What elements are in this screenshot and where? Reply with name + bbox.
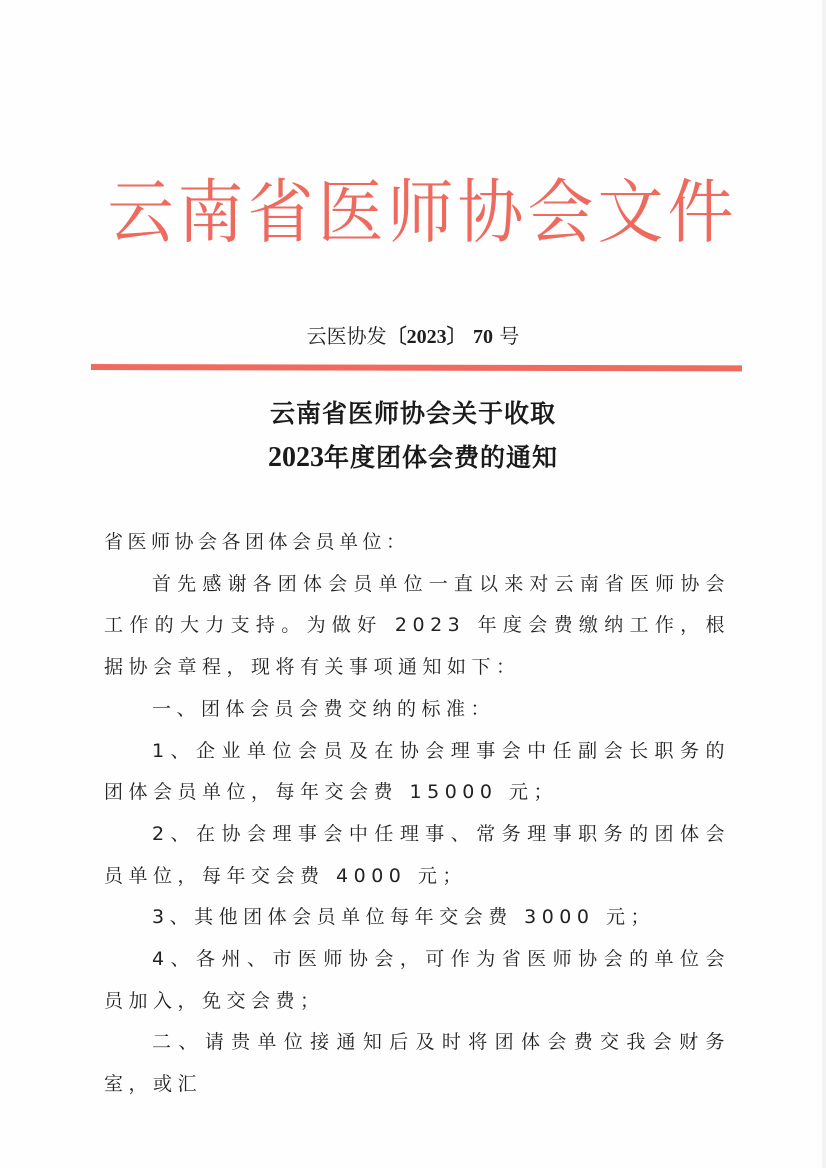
fee-item-2: 2、在协会理事会中任理事、常务理事职务的团体会员单位，每年交会费 4000 元； [104, 822, 730, 887]
notice-title-rest: 年度团体会费的通知 [323, 443, 558, 472]
notice-body [104, 522, 730, 1106]
section-heading-2: 二、请贵单位接通知后及时将团体会费交我会财务室，或汇 [104, 1031, 730, 1096]
document-header-title: 云南省医师协会文件 [107, 172, 738, 253]
fee-item-4: 4、各州、市医师协会，可作为省医师协会的单位会员加入，免交会费； [104, 948, 730, 1012]
section-heading-1: 一、团体会员会费交纳的标准： [152, 697, 496, 720]
notice-title-line-1: 云南省医师协会关于收取 [269, 399, 556, 428]
doc-number-suffix: 号 [499, 324, 520, 348]
notice-title-line-2 [0, 436, 826, 480]
document-number [0, 322, 826, 351]
fee-item-1: 1、企业单位会员及在协会理事会中任副会长职务的团体会员单位，每年交会费 15000 元； [104, 739, 730, 804]
red-header-rule [91, 364, 742, 371]
doc-number-year: 〔2023〕 [386, 326, 467, 348]
doc-number-value: 70 [473, 326, 493, 348]
scan-edge [822, 0, 826, 1168]
fee-item-3: 3、其他团体会员单位每年交会费 3000 元； [152, 906, 656, 929]
notice-title-year: 2023 [267, 442, 324, 473]
doc-number-prefix: 云医协发 [306, 324, 387, 348]
notice-title [0, 392, 826, 480]
salutation: 省医师协会各团体会员单位： [104, 531, 410, 553]
body-paragraph-intro: 首先感谢各团体会员单位一直以来对云南省医师协会工作的大力支持。为做好 2023 年度会费缴纳工作，根据协会章程，现将有关事项通知如下： [104, 572, 730, 679]
